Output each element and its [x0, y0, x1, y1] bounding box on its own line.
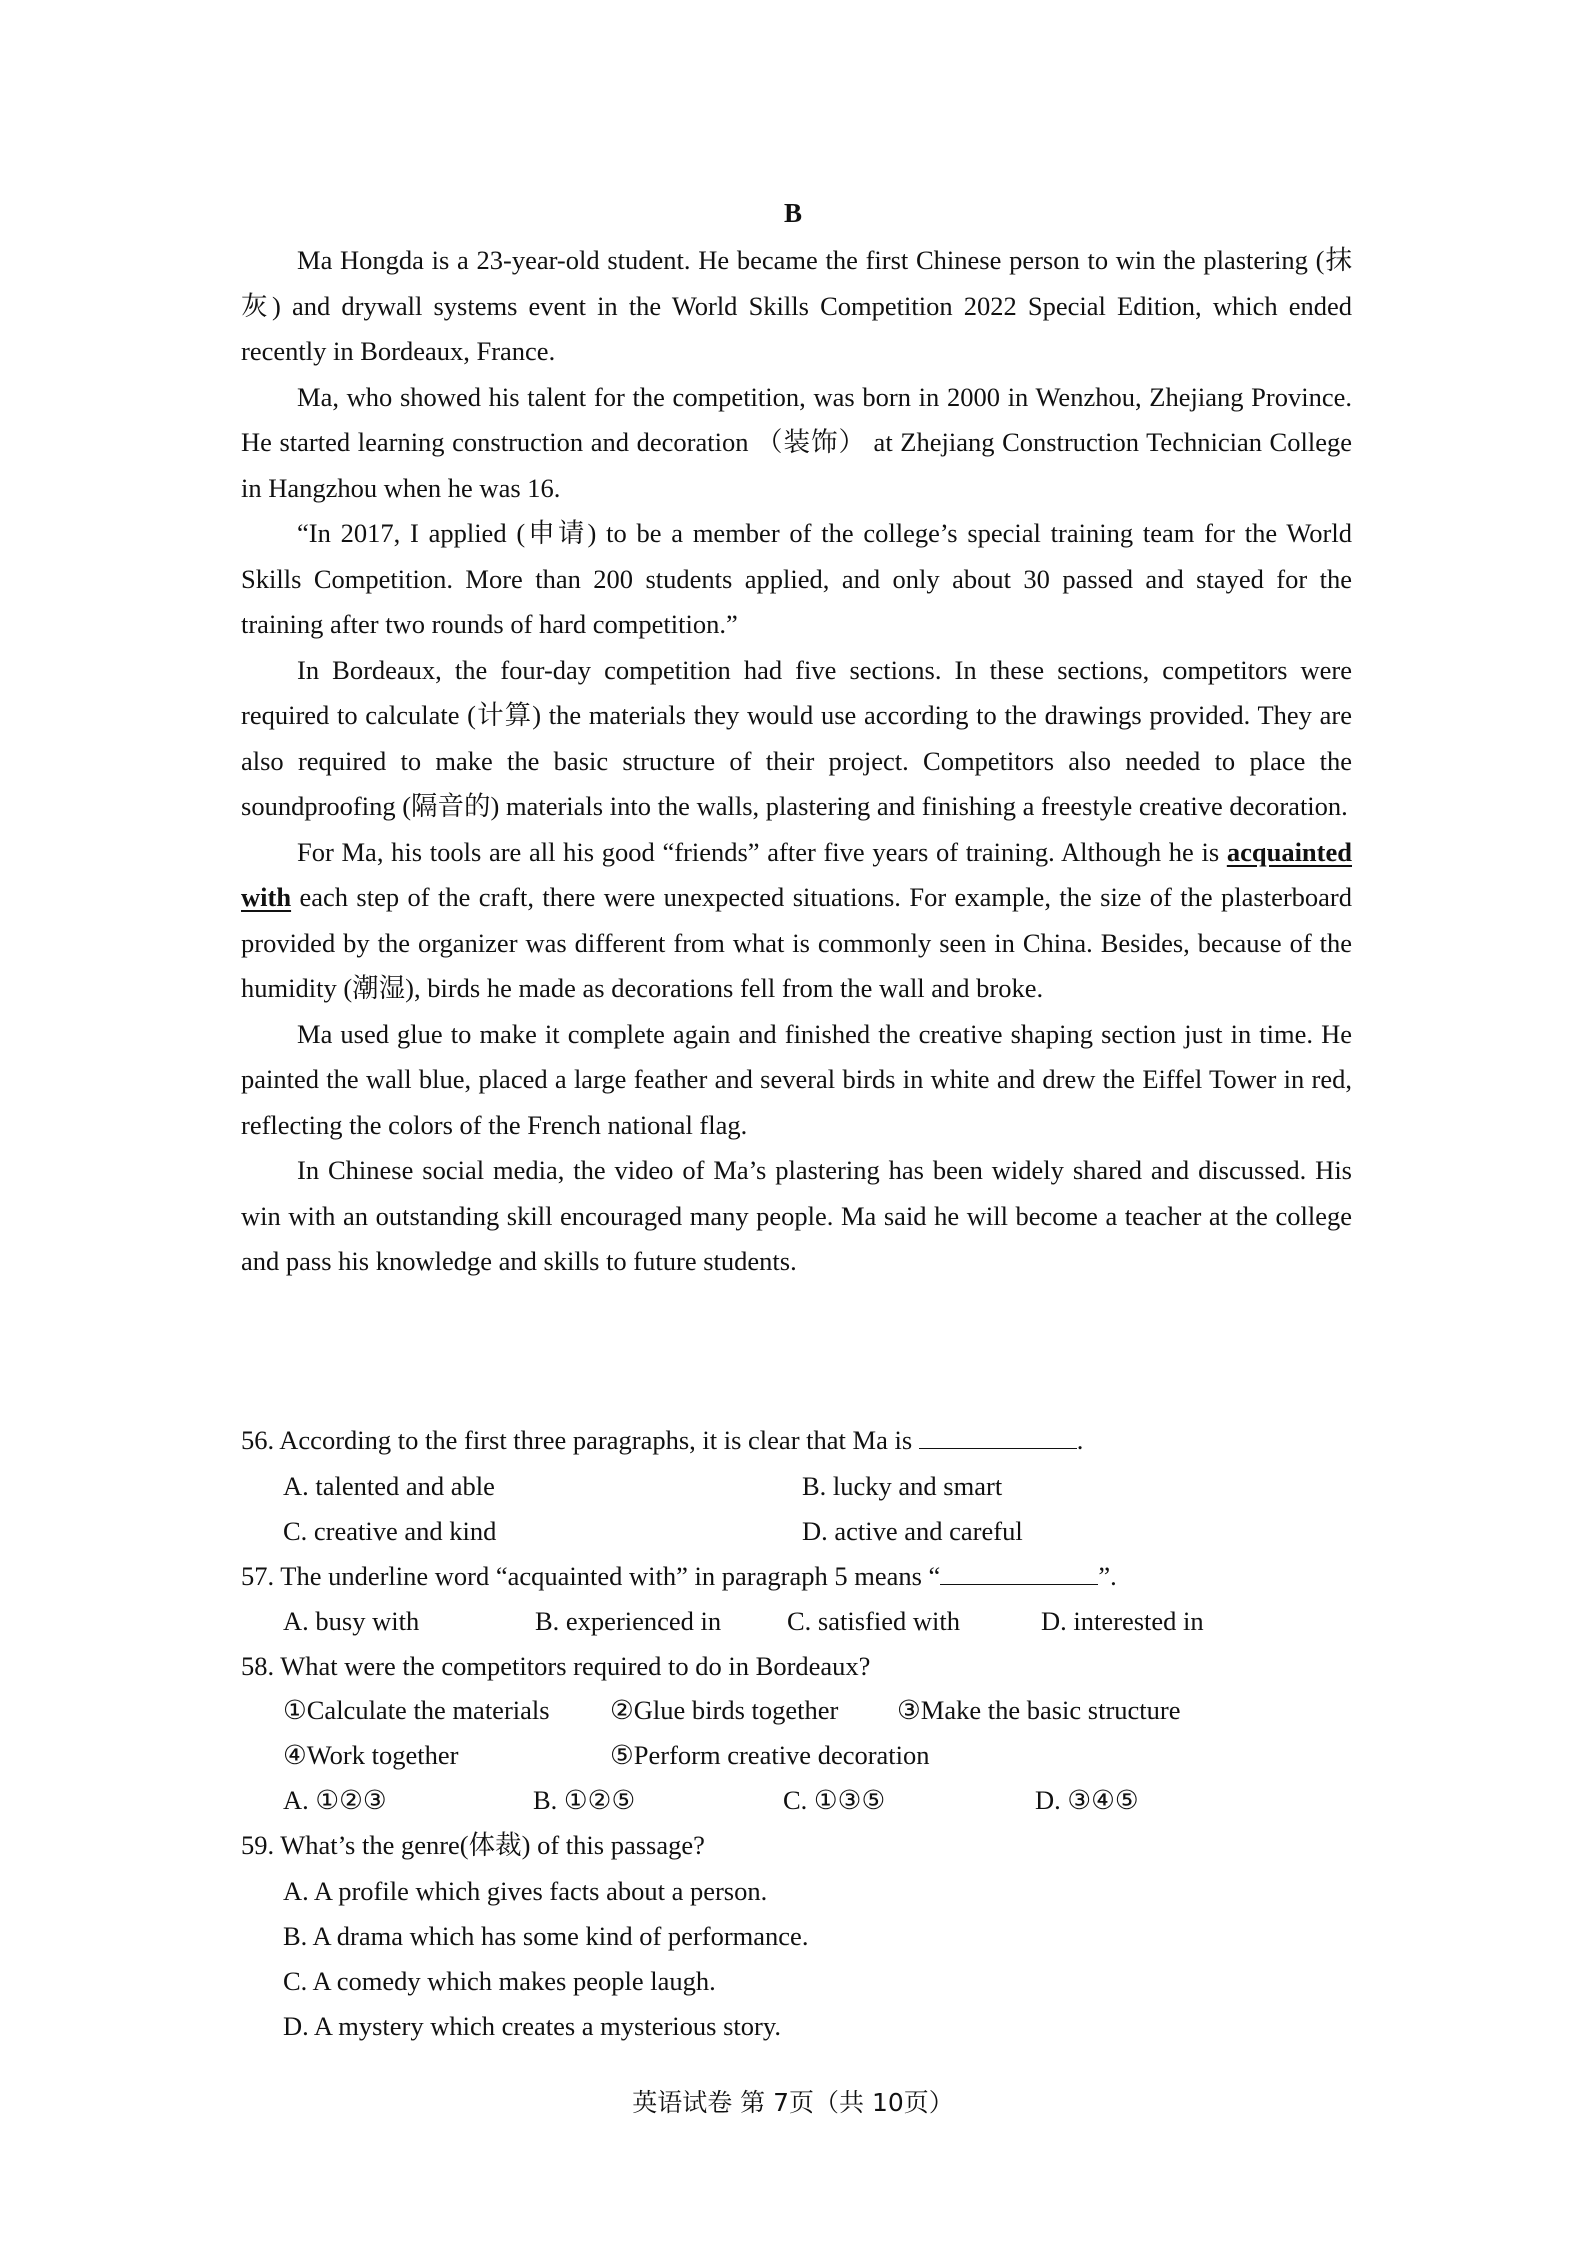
question-57-option-b: B. experienced in	[535, 1606, 722, 1636]
question-58-item-4: ④Work together	[283, 1740, 459, 1770]
question-56-option-b: B. lucky and smart	[802, 1471, 1003, 1501]
question-58-option-d: D. ③④⑤	[1035, 1785, 1139, 1815]
paragraph-3: “In 2017, I applied (申请) to be a member of the college’s special training team for the World Skills Competition. More than 200 students applied, and only about 30 passed and stayed for the training after two rounds of hard competition.”	[241, 518, 1352, 639]
question-57-option-c: C. satisfied with	[787, 1606, 960, 1636]
question-59-option-c: C. A comedy which makes people laugh.	[283, 1966, 716, 1996]
question-58-item-2: ②Glue birds together	[610, 1695, 839, 1725]
question-57-text: 57. The underline word “acquainted with” in paragraph 5 means “	[241, 1561, 941, 1591]
underlined-phrase: acquainted with	[241, 836, 1352, 912]
question-59-option-b: B. A drama which has some kind of performance.	[283, 1921, 809, 1951]
paragraph-6: Ma used glue to make it complete again and finished the creative shaping section just in time. He painted the wall blue, placed a large feather and several birds in white and drew the Eiffel Tower in red, reflecting the colors of the French national flag.	[241, 1018, 1352, 1140]
question-58-item-3: ③Make the basic structure	[897, 1695, 1181, 1725]
question-58-option-b: B. ①②⑤	[533, 1785, 636, 1815]
question-58-item-5: ⑤Perform creative decoration	[610, 1740, 930, 1770]
answer-blank	[940, 1562, 1098, 1585]
question-56-option-c: C. creative and kind	[283, 1516, 497, 1546]
paragraph-4: In Bordeaux, the four-day competition had five sections. In these sections, competitors were required to calculate (计算) the materials they would use according to the drawings provided. They are also required to make the basic structure of their project. Competitors also needed to place the soundproofing (隔音的) materials into the walls, plastering and finishing a freestyle creative decoration.	[241, 654, 1352, 821]
question-56-stem	[241, 1420, 1083, 1460]
question-59-stem: 59. What’s the genre(体裁) of this passage?	[241, 1830, 705, 1860]
page-footer: 英语试卷 第 7页（共 10页）	[632, 2088, 954, 2117]
paragraph-5-part-1: For Ma, his tools are all his good “friends” after five years of training. Although he is	[297, 836, 1227, 867]
question-58-option-a: A. ①②③	[283, 1785, 387, 1815]
question-57-option-d: D. interested in	[1041, 1606, 1204, 1636]
question-56-end: .	[1076, 1425, 1084, 1455]
question-56-option-a: A. talented and able	[283, 1471, 495, 1501]
paragraph-5-part-2: each step of the craft, there were unexpected situations. For example, the size of the plasterboard provided by the organizer was different from what is commonly seen in China. Besides, because of the humidity (潮湿), birds he made as decorations fell from the wall and broke.	[241, 882, 1352, 1003]
question-57-option-a: A. busy with	[283, 1606, 420, 1636]
question-57-end: ”.	[1098, 1561, 1117, 1591]
paragraph-2: Ma, who showed his talent for the competition, was born in 2000 in Wenzhou, Zhejiang Province. He started learning construction and decoration （装饰） at Zhejiang Construction Technician College in Hangzhou when he was 16.	[241, 381, 1352, 503]
question-56-text: 56. According to the first three paragraphs, it is clear that Ma is	[241, 1425, 913, 1455]
reading-passage	[241, 238, 1352, 1285]
paragraph-5	[241, 830, 1352, 1012]
paragraph-1: Ma Hongda is a 23-year-old student. He became the first Chinese person to win the plastering (抹灰) and drywall systems event in the World Skills Competition 2022 Special Edition, which ended recently in Bordeaux, France.	[241, 245, 1352, 366]
question-57-stem	[241, 1556, 1117, 1596]
question-58-item-1: ①Calculate the materials	[283, 1695, 550, 1725]
answer-blank	[919, 1426, 1077, 1449]
section-title: B	[783, 198, 802, 228]
question-59-option-d: D. A mystery which creates a mysterious story.	[283, 2011, 782, 2041]
question-58-option-c: C. ①③⑤	[783, 1785, 886, 1815]
question-59-option-a: A. A profile which gives facts about a person.	[283, 1876, 768, 1906]
paragraph-7: In Chinese social media, the video of Ma’s plastering has been widely shared and discussed. His win with an outstanding skill encouraged many people. Ma said he will become a teacher at the college and pass his knowledge and skills to future students.	[241, 1155, 1352, 1276]
question-58-stem: 58. What were the competitors required to do in Bordeaux?	[241, 1651, 871, 1681]
question-56-option-d: D. active and careful	[802, 1516, 1023, 1546]
